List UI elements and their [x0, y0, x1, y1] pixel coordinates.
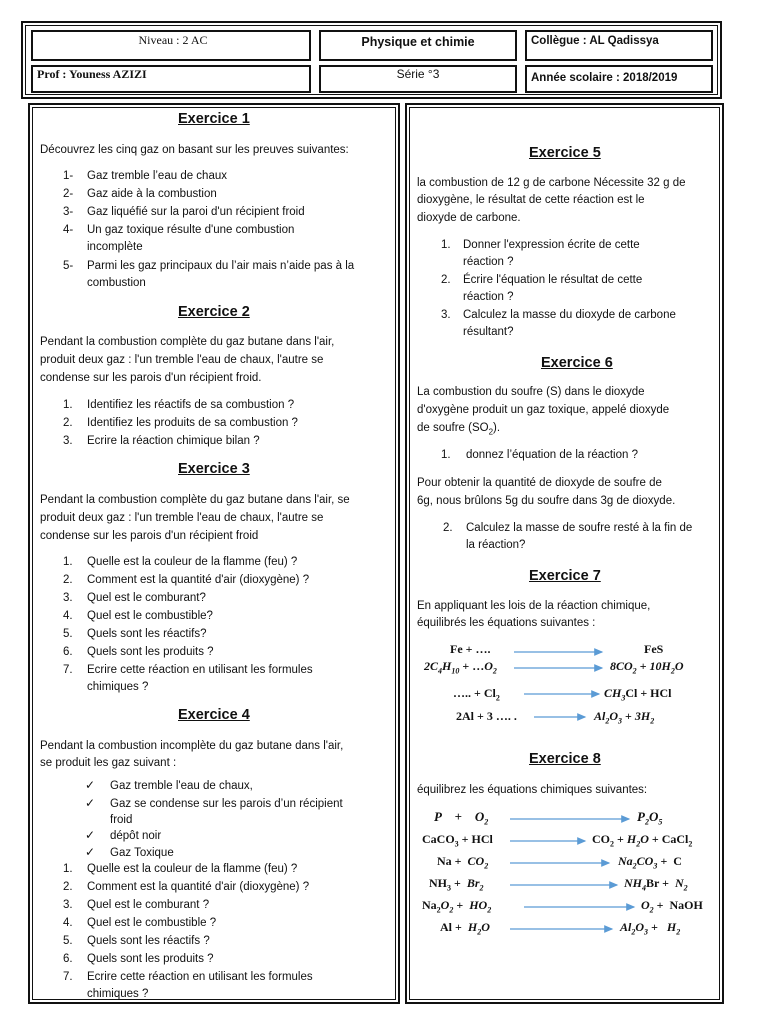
ex3-title: Exercice 3 — [178, 461, 250, 477]
ex6-intro-line: La combustion du soufre (S) dans le dioxyde — [417, 386, 645, 398]
list-item: Quel est le combustible? — [87, 610, 213, 622]
reaction-arrows — [407, 105, 726, 1006]
equation-left: Fe + …. — [450, 642, 491, 656]
ex2-title: Exercice 2 — [178, 304, 250, 320]
ex4-intro-line: se produit les gaz suivant : — [40, 757, 177, 769]
list-item: Quel est le comburant? — [87, 592, 206, 604]
list-number: 5. — [63, 628, 73, 640]
list-number: 4- — [63, 224, 74, 236]
college-cell — [525, 30, 713, 61]
list-number: 1. — [63, 556, 73, 568]
equation-left: $Al + H_2O$ — [440, 920, 490, 937]
list-item: Comment est la quantité d'air (dioxygène) ? — [87, 881, 310, 893]
serie-text: Série °3 — [396, 67, 440, 81]
equation-left: $NH_3 + Br_2$ — [429, 876, 484, 893]
equation-right: $O_2$ + NaOH — [641, 898, 703, 915]
equation-left: 2Al + 3 …. . — [456, 709, 517, 723]
ex2-intro-line: Pendant la combustion complète du gaz butane dans l'air, — [40, 336, 335, 348]
list-number: 1. — [441, 239, 451, 251]
right-column — [405, 103, 724, 1004]
ex5-title: Exercice 5 — [529, 145, 601, 161]
list-item: Parmi les gaz principaux du l’air mais n’aide pas à la — [87, 260, 355, 272]
check-icon: ✓ — [85, 796, 96, 810]
list-number: 4. — [63, 917, 73, 929]
list-number: 4. — [63, 610, 73, 622]
check-icon: ✓ — [85, 778, 96, 792]
list-number: 3. — [63, 899, 73, 911]
equation-right: $P_2O_5$ — [637, 809, 663, 827]
list-number: 3. — [441, 309, 451, 321]
college-text: Collègue : AL Qadissya — [531, 35, 659, 47]
list-number: 2. — [443, 522, 453, 534]
list-item: donnez l’équation de la réaction ? — [466, 449, 638, 461]
ex3-intro-line: produit deux gaz : l'un tremble l'eau de chaux, l'autre se — [40, 512, 324, 524]
ex6-intro3-text: de soufre (SO — [417, 422, 489, 434]
equation-left: $2C_4H_{10}$ + $\dots O_2$ — [424, 659, 497, 676]
list-number: 5- — [63, 260, 74, 272]
list-item: Quels sont les réactifs ? — [87, 935, 210, 947]
equation-right: $8CO_2 + 10H_2O$ — [610, 659, 684, 676]
prof-cell — [31, 65, 311, 93]
list-number: 2. — [63, 881, 73, 893]
equation-right: $Na_2CO_3 + C$ — [618, 854, 682, 871]
list-number: 2- — [63, 188, 74, 200]
list-item: Comment est la quantité d'air (dioxygène) ? — [87, 574, 310, 586]
list-item: Un gaz toxique résulte d'une combustion — [87, 224, 295, 236]
list-item: Quelle est la couleur de la flamme (feu) ? — [87, 863, 298, 875]
equation-left: $Na_2O_2 + HO_2$ — [422, 898, 492, 915]
equation-right: $NH_4Br + N_2$ — [624, 876, 688, 893]
ex3-intro-line: condense sur les parois d'un récipient froid — [40, 530, 259, 542]
matiere-cell — [319, 30, 517, 61]
list-item: Quel est le comburant ? — [87, 899, 210, 911]
list-item: Quelle est la couleur de la flamme (feu) ? — [87, 556, 298, 568]
check-icon: ✓ — [85, 828, 96, 842]
niveau-text: Niveau : 2 AC — [138, 33, 208, 47]
annee-cell — [525, 65, 713, 93]
list-item: Ecrire cette réaction en utilisant les formules — [87, 971, 313, 983]
check-item: Gaz tremble l'eau de chaux, — [110, 780, 253, 792]
list-item: Calculez la masse de soufre resté à la fin de — [466, 522, 693, 534]
list-number: 5. — [63, 935, 73, 947]
list-item: Identifiez les produits de sa combustion ? — [87, 417, 298, 429]
list-item: Quels sont les produits ? — [87, 646, 214, 658]
list-item-cont: chimiques ? — [87, 988, 149, 1000]
list-number: 6. — [63, 953, 73, 965]
list-number: 3. — [63, 592, 73, 604]
list-item-cont: combustion — [87, 277, 146, 289]
ex7-title: Exercice 7 — [529, 568, 601, 584]
ex5-intro-line: la combustion de 12 g de carbone Nécessite 32 g de — [417, 177, 686, 189]
list-number: 2. — [441, 274, 451, 286]
ex8-intro: équilibrez les équations chimiques suivantes: — [417, 784, 648, 796]
check-icon: ✓ — [85, 845, 96, 859]
ex4-title: Exercice 4 — [178, 707, 250, 723]
equation-right: FeS — [644, 642, 664, 656]
list-item: Quels sont les réactifs? — [87, 628, 207, 640]
list-item: Ecrire la réaction chimique bilan ? — [87, 435, 260, 447]
ex1-intro: Découvrez les cinq gaz on basant sur les preuves suivantes: — [40, 144, 349, 156]
list-item-cont: réaction ? — [463, 256, 514, 268]
list-item: Ecrire cette réaction en utilisant les formules — [87, 664, 313, 676]
list-number: 3- — [63, 206, 74, 218]
list-number: 6. — [63, 646, 73, 658]
list-number: 1. — [63, 863, 73, 875]
ex5-intro-line: dioxygène, le résultat de cette réaction est le — [417, 194, 645, 206]
list-number: 1. — [63, 399, 73, 411]
header-table — [21, 21, 722, 99]
ex7-intro-line: En appliquant les lois de la réaction chimique, — [417, 600, 651, 612]
list-number: 1. — [441, 449, 451, 461]
matiere-text: Physique et chimie — [361, 35, 475, 49]
list-item: Gaz tremble l’eau de chaux — [87, 170, 227, 182]
equation-left: ….. + $Cl_2$ — [453, 686, 500, 703]
ex6-intro-line: d'oxygène produit un gaz toxique, appelé dioxyde — [417, 404, 670, 416]
ex7-intro-line: équilibrés les équations suivantes : — [417, 617, 596, 629]
ex2-intro-line: produit deux gaz : l'un tremble l'eau de chaux, l'autre se — [40, 354, 324, 366]
niveau-cell — [31, 30, 311, 61]
list-item: Gaz liquéfié sur la paroi d'un récipient froid — [87, 206, 305, 218]
ex4-intro-line: Pendant la combustion incomplète du gaz butane dans l'air, — [40, 740, 344, 752]
ex8-title: Exercice 8 — [529, 751, 601, 767]
check-item-cont: froid — [110, 814, 133, 826]
list-item-cont: la réaction? — [466, 539, 526, 551]
equation-left: CaCO$_3$ + HCl — [422, 832, 493, 849]
list-item: Quel est le combustible ? — [87, 917, 217, 929]
list-number: 7. — [63, 971, 73, 983]
list-item-cont: réaction ? — [463, 291, 514, 303]
equation-right: $CO_2 + H_2O$ + CaCl$_2$ — [592, 832, 693, 849]
equation-right: $Al_2O_3 + 3H_2$ — [594, 709, 655, 726]
equation-right: $Al_2O_3 + H_2$ — [620, 920, 681, 937]
serie-cell — [319, 65, 517, 93]
equation-left: P + $O_2$ — [434, 809, 489, 827]
list-item: Gaz aide à la combustion — [87, 188, 217, 200]
list-number: 1- — [63, 170, 74, 182]
list-item-cont: résultant? — [463, 326, 514, 338]
prof-text: Prof : Youness AZIZI — [37, 67, 147, 81]
left-column — [28, 103, 400, 1004]
ex1-title: Exercice 1 — [178, 111, 250, 127]
check-item: dépôt noir — [110, 830, 162, 842]
list-item: Donner l'expression écrite de cette — [463, 239, 640, 251]
ex6-mid-line: Pour obtenir la quantité de dioxyde de soufre de — [417, 477, 662, 489]
ex2-intro-line: condense sur les parois d'un récipient froid. — [40, 372, 262, 384]
ex5-intro-line: dioxyde de carbone. — [417, 212, 521, 224]
list-number: 2. — [63, 417, 73, 429]
ex6-intro3-subscript: 2 — [488, 427, 494, 437]
list-number: 7. — [63, 664, 73, 676]
list-item: Quels sont les produits ? — [87, 953, 214, 965]
annee-text: Année scolaire : 2018/2019 — [531, 72, 678, 84]
list-number: 3. — [63, 435, 73, 447]
ex6-mid-line: 6g, nous brûlons 5g du soufre dans 3g de dioxyde. — [417, 495, 676, 507]
list-item: Écrire l'équation le résultat de cette — [463, 274, 643, 286]
list-number: 2. — [63, 574, 73, 586]
list-item-cont: chimiques ? — [87, 681, 149, 693]
check-item: Gaz se condense sur les parois d’un récipient — [110, 798, 343, 810]
ex3-intro-line: Pendant la combustion complète du gaz butane dans l'air, se — [40, 494, 350, 506]
equation-right: $CH_3Cl$ + HCl — [604, 686, 672, 703]
list-item: Calculez la masse du dioxyde de carbone — [463, 309, 676, 321]
ex6-title: Exercice 6 — [541, 355, 613, 371]
check-item: Gaz Toxique — [110, 847, 174, 859]
list-item-cont: incomplète — [87, 241, 143, 253]
list-item: Identifiez les réactifs de sa combustion ? — [87, 399, 295, 411]
ex6-intro3-end: ). — [493, 422, 501, 434]
equation-left: $Na + CO_2$ — [437, 854, 489, 871]
